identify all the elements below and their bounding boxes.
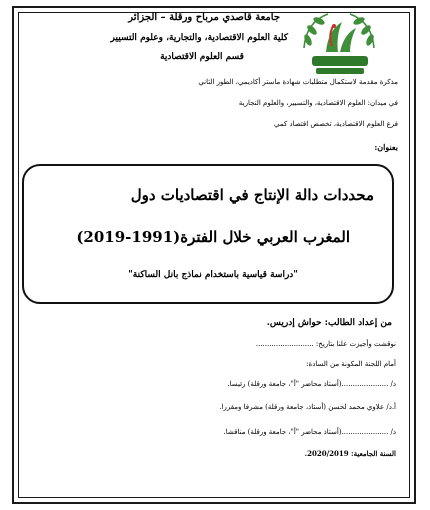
memo-note: مذكرة مقدمة لاستكمال متطلبات شهادة ماستر أكاديمي، الطور الثاني (198, 78, 398, 86)
student-name: من إعداد الطالب: حواش إدريس. (266, 318, 392, 328)
branch-line: فرع العلوم الاقتصادية، تخصص اقتصاد كمي (274, 120, 398, 128)
faculty-name: كلية العلوم الاقتصادية، والتجارية، وعلوم التسيير (110, 33, 288, 43)
thesis-title-line-2: المغرب العربي خلال الفترة(1991-2019) (76, 228, 350, 246)
department-name: قسم العلوم الاقتصادية (160, 52, 244, 62)
university-name: جامعة قاصدي مرباح ورقلة – الجزائر (128, 12, 280, 23)
academic-year: السنة الجامعية: 2020/2019. (304, 449, 396, 458)
university-seal-icon (298, 8, 380, 78)
committee-member-examiner: د/ .....................(أستاذ محاضر "أ"، جامعة ورقلة) مناقشا. (223, 428, 396, 436)
committee-member-supervisor: أ.د/ علاوي محمد لحسن (أستاذ، جامعة ورقلة) مشرفا ومقررا. (219, 403, 396, 411)
field-line: في ميدان: العلوم الاقتصادية، والتسيير، والعلوم التجارية (238, 99, 398, 107)
defense-date: نوقشت وأجيزت علنا بتاريخ: .......................... (255, 340, 396, 348)
thesis-subtitle: "دراسة قياسية باستخدام نماذج بانل الساكنة" (128, 270, 298, 280)
committee-intro: أمام اللجنة المكونة من السادة: (306, 360, 396, 368)
committee-member-president: د/ .....................(أستاذ محاضر "أ"، جامعة ورقلة) رئيسا. (227, 380, 396, 388)
thesis-title-line-1: محددات دالة الإنتاج في اقتصاديات دول (130, 186, 374, 204)
title-label: بعنوان: (374, 142, 398, 152)
